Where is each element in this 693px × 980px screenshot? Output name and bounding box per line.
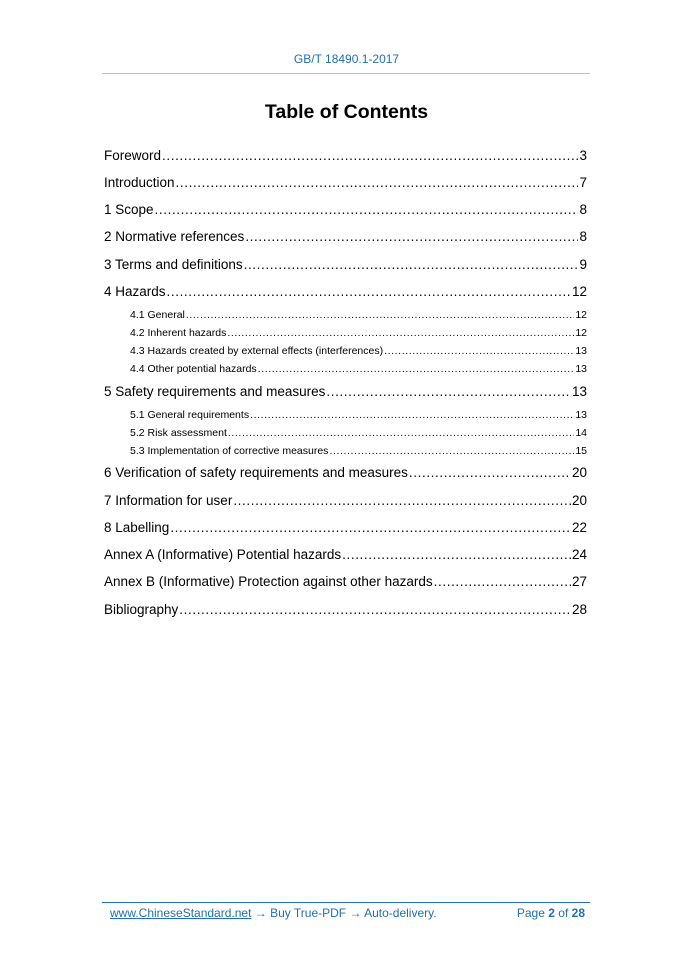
toc-entry[interactable]	[104, 256, 587, 274]
toc-entry-page: 8	[579, 202, 587, 217]
toc-entry-page: 13	[571, 384, 587, 399]
toc-entry[interactable]	[130, 426, 587, 440]
toc-dot-leader	[233, 492, 571, 510]
toc-entry-label: Annex B (Informative) Protection against other hazards	[104, 574, 433, 589]
toc-dot-leader	[162, 147, 578, 165]
toc-entry[interactable]	[104, 464, 587, 482]
toc-entry-label: Introduction	[104, 175, 175, 190]
toc-entry-label: Annex A (Informative) Potential hazards	[104, 547, 342, 562]
toc-dot-leader	[170, 519, 571, 537]
toc-entry[interactable]	[104, 519, 587, 537]
toc-entry-label: 4.1 General	[130, 309, 185, 321]
toc-dot-leader	[167, 283, 571, 301]
toc-entry-page: 24	[571, 547, 587, 562]
toc-entry[interactable]	[104, 601, 587, 619]
toc-entry[interactable]	[104, 573, 587, 591]
toc-entry-page: 12	[575, 309, 587, 321]
header-divider	[102, 73, 590, 74]
toc-dot-leader	[186, 308, 574, 322]
toc-entry-label: 6 Verification of safety requirements and measures	[104, 465, 408, 480]
toc-entry-label: 5.2 Risk assessment	[130, 427, 227, 439]
toc-entry-page: 9	[579, 257, 587, 272]
toc-dot-leader	[179, 601, 571, 619]
toc-entry-page: 20	[571, 465, 587, 480]
toc-entry[interactable]	[130, 408, 587, 422]
toc-entry[interactable]	[130, 326, 587, 340]
toc-entry-page: 12	[575, 327, 587, 339]
toc-entry[interactable]	[104, 201, 587, 219]
toc-entry[interactable]	[130, 362, 587, 376]
toc-entry[interactable]	[130, 444, 587, 458]
toc-entry-label: 4 Hazards	[104, 284, 166, 299]
toc-entry-label: 8 Labelling	[104, 520, 170, 535]
toc-entry-page: 13	[575, 409, 587, 421]
toc-dot-leader	[244, 256, 579, 274]
footer-promo	[110, 906, 437, 920]
toc-entry[interactable]	[130, 344, 587, 358]
toc-entry-label: 4.2 Inherent hazards	[130, 327, 227, 339]
toc-entry[interactable]	[104, 383, 587, 401]
toc-entry-page: 20	[571, 493, 587, 508]
toc-entry-page: 28	[571, 602, 587, 617]
toc-entry-label: 4.4 Other potential hazards	[130, 363, 257, 375]
toc-entry[interactable]	[104, 546, 587, 564]
toc-dot-leader	[326, 383, 571, 401]
toc-entry-label: 5.3 Implementation of corrective measures	[130, 445, 329, 457]
toc-entry-label: Foreword	[104, 148, 162, 163]
toc-dot-leader	[155, 201, 579, 219]
footer-promo-text: → Buy True-PDF → Auto-delivery.	[251, 906, 437, 920]
toc-entry-label: 5 Safety requirements and measures	[104, 384, 326, 399]
page-separator: of	[558, 906, 569, 920]
document-header-title: GB/T 18490.1-2017	[293, 52, 400, 66]
toc-entry-label: 5.1 General requirements	[130, 409, 250, 421]
toc-entry-page: 15	[575, 445, 587, 457]
toc-dot-leader	[227, 326, 574, 340]
toc-dot-leader	[258, 362, 575, 376]
toc-entry-label: 4.3 Hazards created by external effects (interferences)	[130, 345, 384, 357]
toc-entry-label: 7 Information for user	[104, 493, 233, 508]
toc-entry[interactable]	[104, 283, 587, 301]
toc-entry-label: 1 Scope	[104, 202, 154, 217]
toc-entry-page: 7	[579, 175, 587, 190]
toc-entry-label: 2 Normative references	[104, 229, 245, 244]
toc-dot-leader	[245, 228, 578, 246]
toc-entry-page: 3	[579, 148, 587, 163]
toc-dot-leader	[434, 573, 571, 591]
toc-dot-leader	[228, 426, 574, 440]
page-current: 2	[548, 906, 555, 920]
toc-entry-page: 22	[571, 520, 587, 535]
toc-entry[interactable]	[104, 228, 587, 246]
toc-entry-page: 8	[579, 229, 587, 244]
page-footer	[110, 906, 585, 920]
toc-entry-page: 27	[571, 574, 587, 589]
toc-entry-label: 3 Terms and definitions	[104, 257, 243, 272]
toc-entry[interactable]	[104, 492, 587, 510]
page-total: 28	[571, 906, 585, 920]
toc-entry-page: 13	[575, 363, 587, 375]
toc-dot-leader	[176, 174, 579, 192]
toc-dot-leader	[329, 444, 574, 458]
page-prefix: Page	[516, 906, 545, 920]
toc-entry[interactable]	[130, 308, 587, 322]
toc-entry[interactable]	[104, 174, 587, 192]
toc-dot-leader	[384, 344, 574, 358]
toc-entry[interactable]	[104, 147, 587, 165]
toc-entry-page: 12	[571, 284, 587, 299]
page-number	[517, 906, 585, 920]
footer-divider	[102, 902, 590, 903]
toc-dot-leader	[342, 546, 571, 564]
toc-entry-label: Bibliography	[104, 602, 179, 617]
website-link[interactable]: www.ChineseStandard.net	[110, 906, 252, 920]
toc-dot-leader	[409, 464, 571, 482]
toc-entry-page: 13	[575, 345, 587, 357]
toc-dot-leader	[250, 408, 574, 422]
toc-entry-page: 14	[575, 427, 587, 439]
toc-heading: Table of Contents	[264, 101, 429, 123]
